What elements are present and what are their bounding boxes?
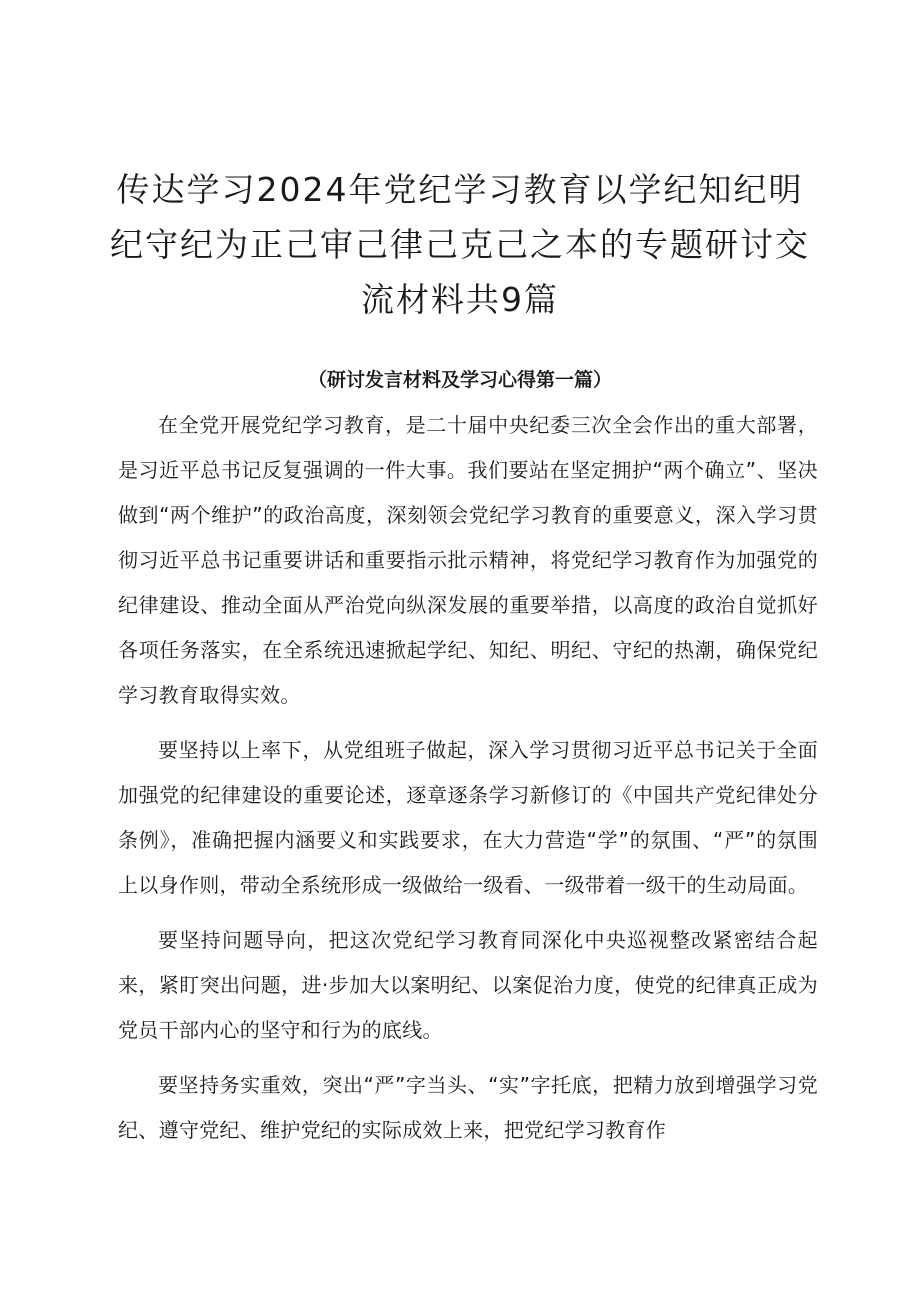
document-title: 传达学习2024年党纪学习教育以学纪知纪明纪守纪为正己审己律己克己之本的专题研讨交流材料共9篇 [110, 170, 810, 319]
document-body [118, 403, 818, 1163]
section-heading: （研讨发言材料及学习心得第一篇） [307, 369, 612, 391]
body-paragraph-3: 要坚持问题导向，把这次党纪学习教育同深化中央巡视整改紧密结合起来，紧盯突出问题，进·步加大以案明纪、以案促治力度，使党的纪律真正成为党员干部内心的坚守和行为的底线。 [118, 928, 818, 1042]
body-paragraph-2: 要坚持以上率下，从党组班子做起，深入学习贯彻习近平总书记关于全面加强党的纪律建设的重要论述，逐章逐条学习新修订的《中国共产党纪律处分条例》，准确把握内涵要义和实践要求，在大力营造“学”的氛围、“严”的氛围上以身作则，带动全系统形成一级做给一级看、一级带着一级干的生动局面。 [118, 738, 818, 897]
body-paragraph-4: 要坚持务实重效，突出“严”字当头、“实”字托底，把精力放到增强学习党纪、遵守党纪、维护党纪的实际成效上来，把党纪学习教育作 [118, 1073, 818, 1142]
body-paragraph-1: 在全党开展党纪学习教育，是二十届中央纪委三次全会作出的重大部署，是习近平总书记反复强调的一件大事。我们要站在坚定拥护“两个确立”、坚决做到“两个维护”的政治高度，深刻领会党纪学习教育的重要意义，深入学习贯彻习近平总书记重要讲话和重要指示批示精神，将党纪学习教育作为加强党的纪律建设、推动全面从严治党向纵深发展的重要举措，以高度的政治自觉抓好各项任务落实，在全系统迅速掀起学纪、知纪、明纪、守纪的热潮，确保党纪学习教育取得实效。 [118, 413, 818, 707]
